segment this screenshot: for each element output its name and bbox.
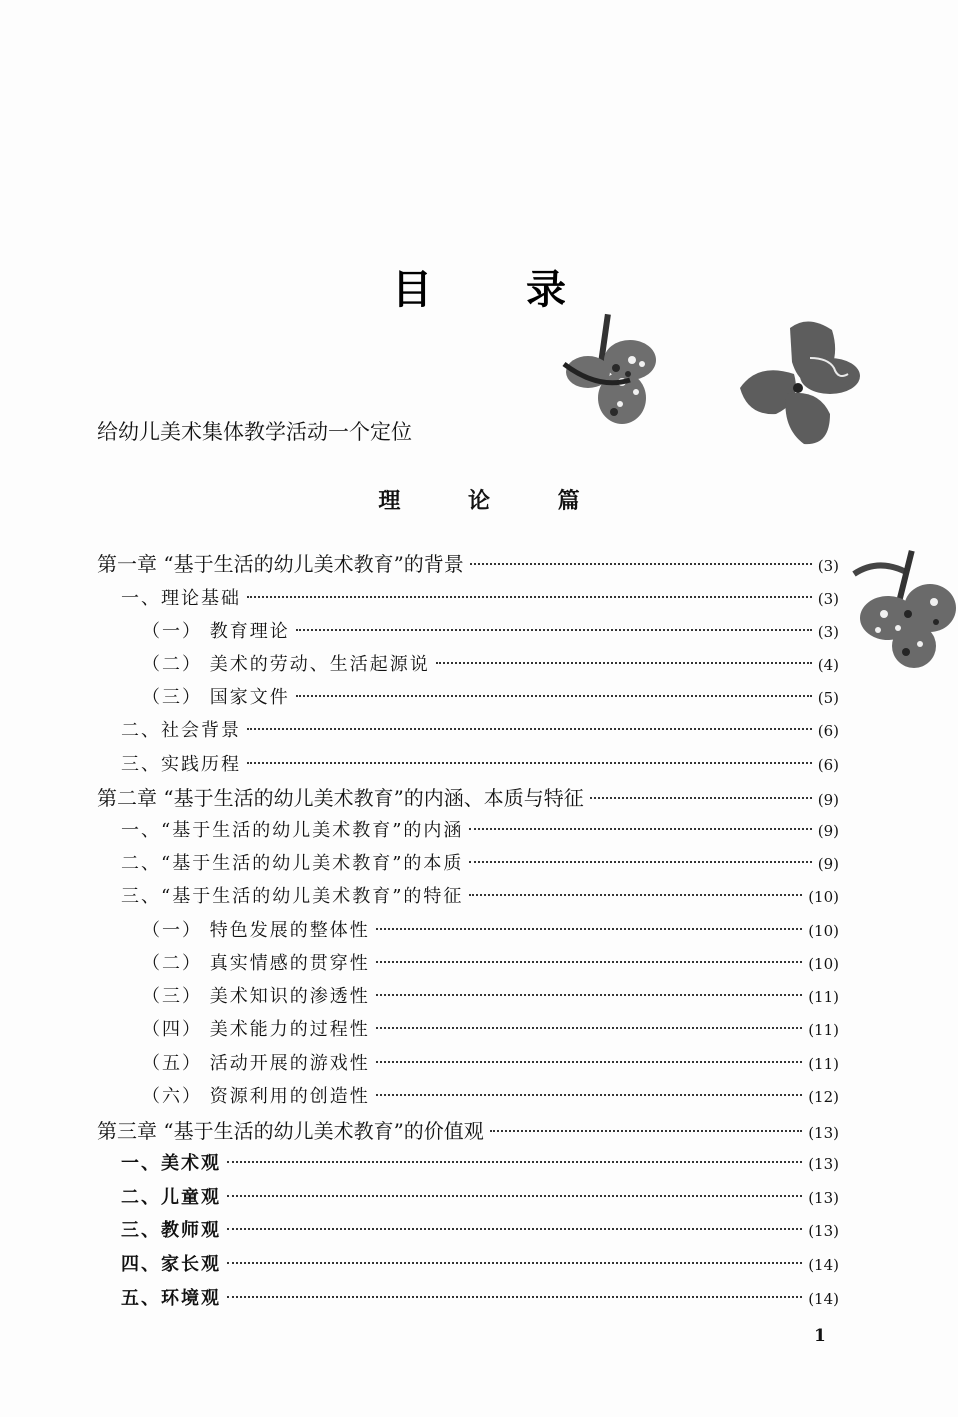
- toc-entry: [121, 882, 839, 912]
- toc-label: 第一章 “基于生活的幼儿美术教育”的背景: [97, 552, 464, 576]
- toc-label: 一、理论基础: [121, 588, 241, 609]
- toc-label: （一） 特色发展的整体性: [142, 920, 370, 941]
- toc-page: (9): [817, 855, 839, 873]
- toc-entry: [142, 617, 839, 647]
- toc-page: (6): [817, 722, 839, 740]
- dot-leader: [376, 994, 802, 996]
- toc-page: (13): [808, 1124, 839, 1142]
- toc-page: (3): [817, 623, 839, 641]
- toc-page: (4): [817, 656, 839, 674]
- toc-entry: [142, 949, 839, 979]
- toc-page: (9): [817, 822, 839, 840]
- toc-page: (12): [808, 1088, 839, 1106]
- toc-entry: [121, 1216, 839, 1246]
- toc-label: 二、“基于生活的幼儿美术教育”的本质: [121, 853, 464, 874]
- butterfly-illustration-large: [738, 318, 866, 448]
- dot-leader: [376, 1027, 802, 1029]
- toc-entry: [142, 650, 839, 680]
- toc-label: 五、环境观: [121, 1288, 221, 1309]
- toc-label: （一） 教育理论: [142, 621, 290, 642]
- toc-entry: [121, 1284, 839, 1314]
- toc-page: (5): [817, 689, 839, 707]
- toc-entry: [121, 716, 839, 746]
- toc-page: (11): [808, 1055, 839, 1073]
- dot-leader: [469, 894, 802, 896]
- toc-label: 二、社会背景: [121, 720, 241, 741]
- preface-entry: 给幼儿美术集体教学活动一个定位: [97, 420, 412, 444]
- toc-entry: [142, 683, 839, 713]
- toc-page: (14): [808, 1256, 839, 1274]
- dot-leader: [227, 1262, 802, 1264]
- toc-chapter-3: [97, 1115, 839, 1145]
- page-number: 1: [814, 1326, 826, 1346]
- dot-leader: [296, 695, 812, 697]
- dot-leader: [490, 1130, 802, 1132]
- toc-entry: [121, 584, 839, 614]
- dot-leader: [376, 1061, 802, 1063]
- toc-label: （五） 活动开展的游戏性: [142, 1053, 370, 1074]
- toc-page: (11): [808, 1021, 839, 1039]
- toc-label: （六） 资源利用的创造性: [142, 1086, 370, 1107]
- dot-leader: [296, 629, 812, 631]
- toc-page: (9): [817, 791, 839, 809]
- dot-leader: [469, 828, 811, 830]
- toc-page: (14): [808, 1290, 839, 1308]
- toc-page: (6): [817, 756, 839, 774]
- toc-chapter-2: [97, 782, 839, 812]
- toc-label: （二） 真实情感的贯穿性: [142, 953, 370, 974]
- dot-leader: [376, 961, 802, 963]
- toc-entry: [121, 816, 839, 846]
- page-title: 目 录: [392, 267, 606, 313]
- toc-label: 三、实践历程: [121, 754, 241, 775]
- toc-page: (3): [817, 557, 839, 575]
- toc-page: (13): [808, 1155, 839, 1173]
- dot-leader: [470, 563, 812, 565]
- toc-label: 第二章 “基于生活的幼儿美术教育”的内涵、本质与特征: [97, 786, 584, 810]
- dot-leader: [247, 728, 812, 730]
- toc-entry: [121, 849, 839, 879]
- toc-entry: [121, 750, 839, 780]
- toc-label: 一、美术观: [121, 1153, 221, 1174]
- toc-entry: [121, 1149, 839, 1179]
- toc-label: （三） 美术知识的渗透性: [142, 986, 370, 1007]
- dot-leader: [376, 928, 802, 930]
- dot-leader: [227, 1161, 802, 1163]
- dot-leader: [436, 662, 812, 664]
- toc-chapter-1: [97, 548, 839, 578]
- dot-leader: [469, 861, 811, 863]
- toc-page: (3): [817, 590, 839, 608]
- toc-entry: [142, 1082, 839, 1112]
- toc-label: 三、“基于生活的幼儿美术教育”的特征: [121, 886, 464, 907]
- dot-leader: [227, 1228, 802, 1230]
- toc-label: （四） 美术能力的过程性: [142, 1019, 370, 1040]
- toc-entry: [142, 982, 839, 1012]
- toc-page: (10): [808, 888, 839, 906]
- dot-leader: [590, 797, 812, 799]
- dot-leader: [247, 762, 812, 764]
- toc-page: (13): [808, 1189, 839, 1207]
- toc-label: （二） 美术的劳动、生活起源说: [142, 654, 430, 675]
- toc-entry: [142, 1015, 839, 1045]
- toc-page: (13): [808, 1222, 839, 1240]
- toc-page: (10): [808, 922, 839, 940]
- toc-label: 四、家长观: [121, 1254, 221, 1275]
- toc-entry: [121, 1183, 839, 1213]
- toc-label: （三） 国家文件: [142, 687, 290, 708]
- toc-label: 三、教师观: [121, 1220, 221, 1241]
- dot-leader: [247, 596, 812, 598]
- toc-label: 一、“基于生活的幼儿美术教育”的内涵: [121, 820, 464, 841]
- dot-leader: [227, 1195, 802, 1197]
- section-heading: 理 论 篇: [378, 489, 610, 514]
- toc-page: (10): [808, 955, 839, 973]
- toc-label: 二、儿童观: [121, 1187, 221, 1208]
- toc-entry: [142, 1049, 839, 1079]
- dot-leader: [376, 1094, 802, 1096]
- dot-leader: [227, 1296, 802, 1298]
- toc-entry: [121, 1250, 839, 1280]
- butterfly-illustration-right: [848, 548, 958, 672]
- toc-entry: [142, 916, 839, 946]
- toc-page: (11): [808, 988, 839, 1006]
- butterfly-illustration-small: [558, 312, 662, 430]
- toc-label: 第三章 “基于生活的幼儿美术教育”的价值观: [97, 1119, 484, 1143]
